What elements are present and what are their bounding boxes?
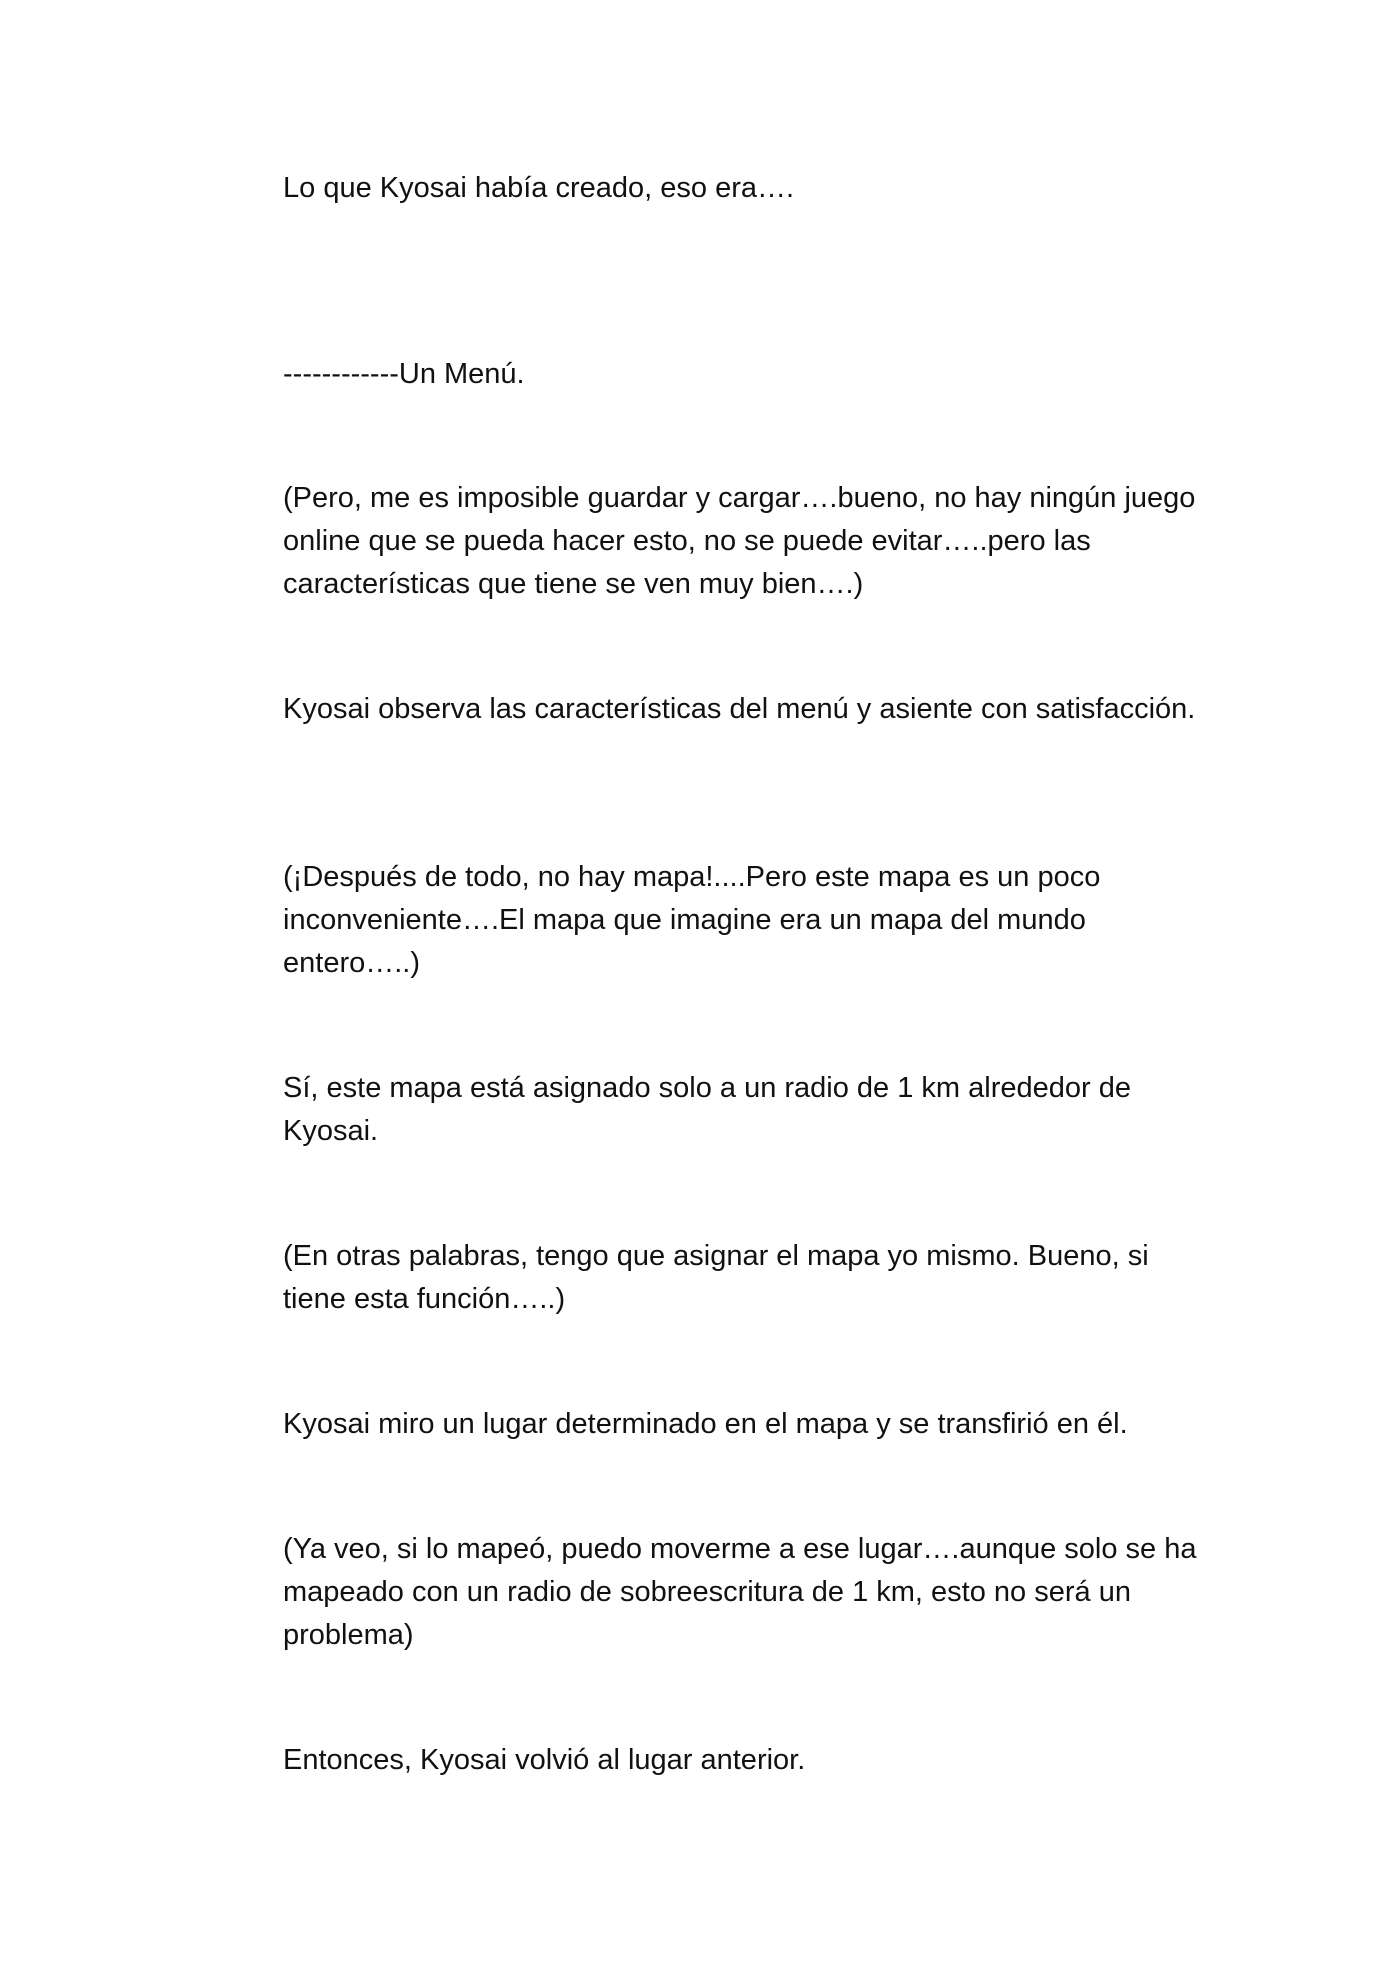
paragraph: ------------Un Menú. <box>283 358 525 390</box>
paragraph: (Ya veo, si lo mapeó, puedo moverme a ese lugar….aunque solo se ha mapeado con un radio de sobreescritura de 1 km, esto no será un problema) <box>283 1533 1197 1651</box>
paragraph: (Pero, me es imposible guardar y cargar….bueno, no hay ningún juego online que se pueda hacer esto, no se puede evitar…..pero las características que tiene se ven muy bien….) <box>283 482 1196 600</box>
paragraph: Sí, este mapa está asignado solo a un radio de 1 km alrededor de Kyosai. <box>283 1072 1131 1147</box>
paragraph: Lo que Kyosai había creado, eso era…. <box>283 172 795 204</box>
paragraph: Kyosai observa las características del menú y asiente con satisfacción. <box>283 693 1196 725</box>
paragraph: Kyosai miro un lugar determinado en el mapa y se transfirió en él. <box>283 1408 1128 1440</box>
paragraph: Entonces, Kyosai volvió al lugar anterior. <box>283 1744 806 1776</box>
paragraph: (¡Después de todo, no hay mapa!....Pero este mapa es un poco inconveniente….El mapa que imagine era un mapa del mundo entero…..) <box>283 861 1101 979</box>
paragraph: (En otras palabras, tengo que asignar el mapa yo mismo. Bueno, si tiene esta función…..) <box>283 1240 1149 1315</box>
